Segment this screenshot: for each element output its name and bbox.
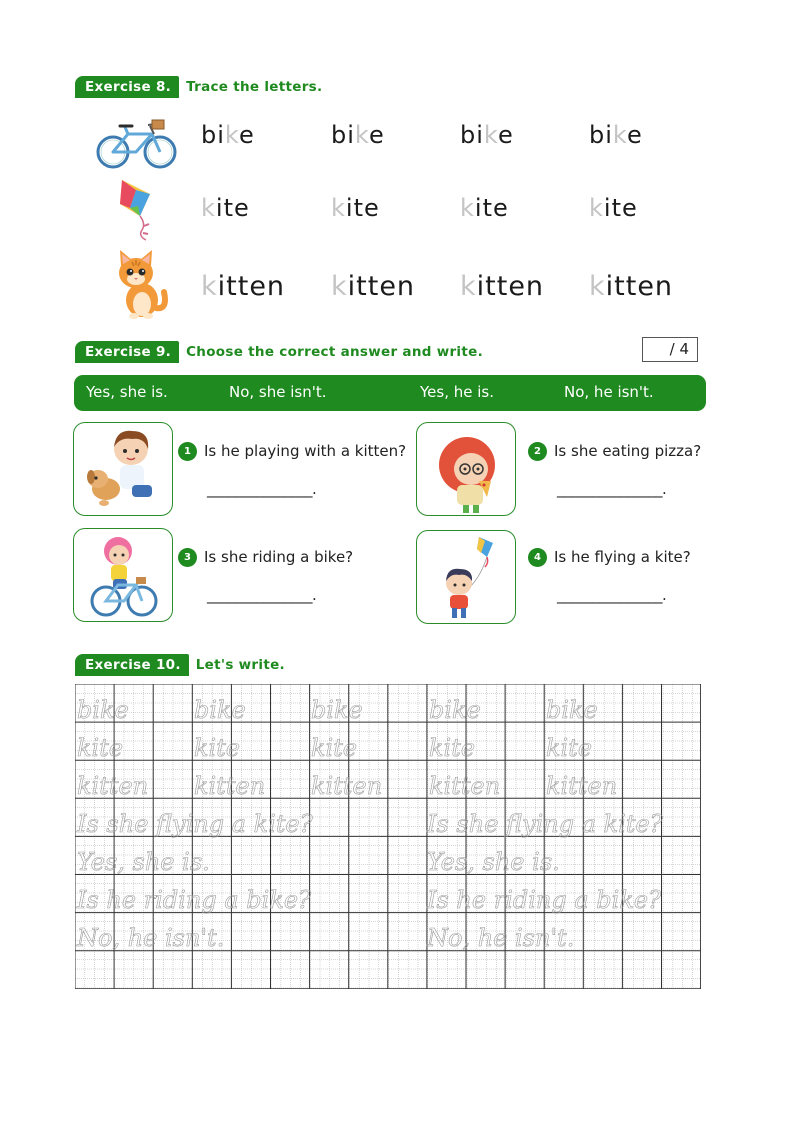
tracing-sample: kite	[77, 734, 124, 762]
tracing-sample: kite	[546, 734, 593, 762]
question-2-answer-blank[interactable]: _______________.	[557, 480, 667, 498]
tracing-sample: bike	[194, 696, 246, 724]
tracing-sample: kitten	[77, 772, 149, 800]
question-1-answer-blank[interactable]: _______________.	[207, 480, 317, 498]
answer-bank	[74, 375, 706, 411]
exercise-9-badge: Exercise 9.	[75, 341, 179, 363]
trace-word-bike: bike	[460, 121, 514, 149]
traceable-letter: k	[331, 271, 348, 302]
question-3-text: Is she riding a bike?	[204, 548, 354, 566]
traceable-letter: k	[612, 121, 627, 149]
tracing-sample: Is he riding a bike?	[77, 886, 311, 914]
exercise-8-badge: Exercise 8.	[75, 76, 179, 98]
exercise-10-badge: Exercise 10.	[75, 654, 189, 676]
question-3-answer-blank[interactable]: _______________.	[207, 586, 317, 604]
question-4-answer-blank[interactable]: _______________.	[557, 586, 667, 604]
traceable-letter: k	[483, 121, 498, 149]
traceable-letter: k	[589, 271, 606, 302]
boy-flying-kite-illustration	[417, 531, 516, 624]
exercise-8-header	[75, 76, 322, 98]
exercise-10-title: Let's write.	[195, 657, 285, 673]
traceable-letter: k	[460, 194, 475, 222]
girl-riding-bike-illustration	[74, 529, 173, 622]
question-2-picture	[416, 422, 516, 516]
traceable-letter: k	[354, 121, 369, 149]
question-3-number: 3	[178, 548, 197, 567]
question-3-picture	[73, 528, 173, 622]
question-2-text: Is she eating pizza?	[554, 442, 702, 460]
tracing-sample: kitten	[429, 772, 501, 800]
boy-with-puppy-illustration	[74, 423, 173, 516]
tracing-sample: Is she flying a kite?	[427, 810, 663, 838]
tracing-sample: bike	[546, 696, 598, 724]
question-1-number: 1	[178, 442, 197, 461]
answer-option: No, she isn't.	[229, 383, 327, 401]
tracing-sample: No, he isn't.	[427, 924, 575, 952]
writing-grid-lines	[75, 684, 701, 989]
answer-option: Yes, she is.	[86, 383, 168, 401]
traceable-letter: k	[224, 121, 239, 149]
tracing-sample: Is she flying a kite?	[77, 810, 313, 838]
trace-word-kitten: kitten	[201, 271, 286, 302]
traceable-letter: k	[331, 194, 346, 222]
tracing-sample: No, he isn't.	[77, 924, 225, 952]
tracing-sample: kitten	[311, 772, 383, 800]
trace-word-kite: kite	[460, 194, 509, 222]
exercise-10-header	[75, 654, 285, 676]
answer-option: No, he isn't.	[564, 383, 654, 401]
score-box: / 4	[642, 337, 698, 362]
exercise-9-header	[75, 341, 483, 363]
exercise-9-title: Choose the correct answer and write.	[186, 344, 483, 360]
traceable-letter: k	[589, 194, 604, 222]
tracing-sample: Yes, she is.	[77, 848, 210, 876]
traceable-letter: k	[201, 271, 218, 302]
trace-word-bike: bike	[589, 121, 643, 149]
answer-option: Yes, he is.	[420, 383, 495, 401]
question-1-picture	[73, 422, 173, 516]
trace-word-bike: bike	[331, 121, 385, 149]
bike-illustration	[96, 116, 178, 170]
tracing-sample: kitten	[194, 772, 266, 800]
trace-word-kite: kite	[331, 194, 380, 222]
traceable-letter: k	[201, 194, 216, 222]
trace-word-bike: bike	[201, 121, 255, 149]
kite-illustration	[116, 178, 160, 242]
traceable-letter: k	[460, 271, 477, 302]
tracing-sample: bike	[311, 696, 363, 724]
question-4-text: Is he flying a kite?	[554, 548, 691, 566]
tracing-sample: kite	[429, 734, 476, 762]
tracing-sample: kitten	[546, 772, 618, 800]
exercise-8-title: Trace the letters.	[186, 79, 323, 95]
handwriting-grid[interactable]	[75, 684, 701, 989]
kitten-illustration	[112, 248, 168, 320]
question-1-text: Is he playing with a kitten?	[204, 442, 407, 460]
girl-eating-pizza-illustration	[417, 423, 516, 516]
tracing-sample: Is he riding a bike?	[427, 886, 661, 914]
trace-word-kitten: kitten	[460, 271, 545, 302]
trace-word-kitten: kitten	[589, 271, 674, 302]
tracing-sample: bike	[77, 696, 129, 724]
trace-word-kite: kite	[201, 194, 250, 222]
trace-word-kite: kite	[589, 194, 638, 222]
question-4-number: 4	[528, 548, 547, 567]
tracing-sample: Yes, she is.	[427, 848, 560, 876]
trace-word-kitten: kitten	[331, 271, 416, 302]
question-2-number: 2	[528, 442, 547, 461]
question-4-picture	[416, 530, 516, 624]
tracing-sample: bike	[429, 696, 481, 724]
tracing-sample: kite	[311, 734, 358, 762]
tracing-sample: kite	[194, 734, 241, 762]
